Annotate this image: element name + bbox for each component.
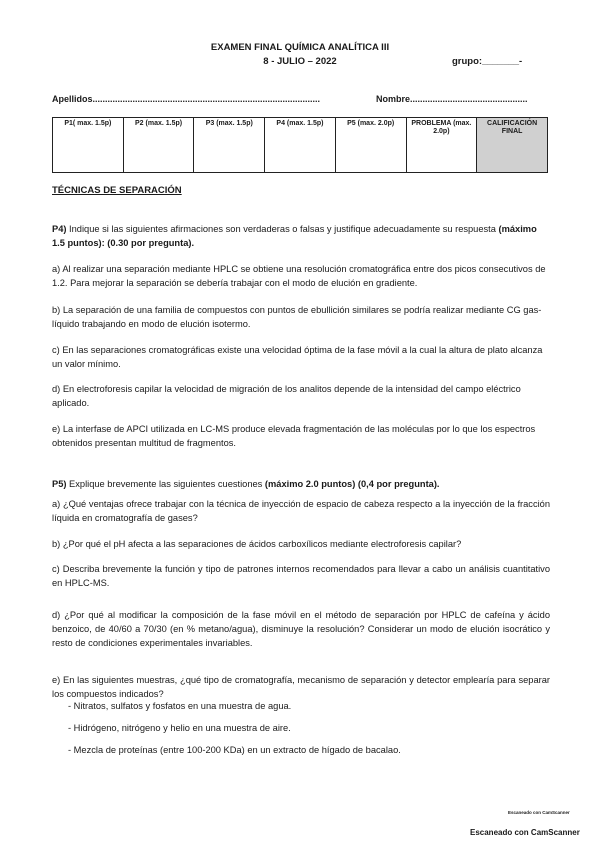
exam-date: 8 - JULIO – 2022	[263, 56, 337, 67]
grade-cell-problema: PROBLEMA (max. 2.0p)	[406, 118, 477, 173]
grade-cell-p5: P5 (max. 2.0p)	[335, 118, 406, 173]
p5-intro	[52, 477, 550, 491]
p4-intro	[52, 222, 550, 250]
p4-question-a: a) Al realizar una separación mediante HPLC se obtiene una resolución cromatográfica entre dos picos consecutivos de 1.2. Para mejorar la separación se debería trabajar con el modo de elución en gradiente.	[52, 264, 546, 288]
p5-label: P5)	[52, 479, 67, 489]
grade-cell-p3: P3 (max. 1.5p)	[194, 118, 265, 173]
p5-question-c: c) Describa brevemente la función y tipo de patrones internos recomendados para llevar a cabo un análisis cuantitativo en HPLC-MS.	[52, 564, 550, 588]
group-field: grupo:_______-	[452, 56, 523, 67]
camscanner-watermark: Escaneado con CamScanner	[470, 828, 580, 837]
grade-cell-final: CALIFICACIÓN FINAL	[477, 118, 548, 173]
p4-question-b: b) La separación de una familia de compuestos con puntos de ebullición similares se podría realizar mediante CG gas-líquido trabajando en modo de elución isotermo.	[52, 305, 542, 329]
p5-question-b: b) ¿Por qué el pH afecta a las separaciones de ácidos carboxílicos mediante electroforesis capilar?	[52, 539, 462, 549]
p5-question-a: a) ¿Qué ventajas ofrece trabajar con la técnica de inyección de espacio de cabeza respecto a la inyección de la fracción líquida en cromatografía de gases?	[52, 499, 550, 523]
p5-points: (máximo 2.0 puntos) (0,4 por pregunta).	[264, 479, 440, 489]
p4-question-e: e) La interfase de APCI utilizada en LC-MS produce elevada fragmentación de las moléculas por lo que los espectros obtenidos presentan multitud de fragmentos.	[52, 424, 536, 448]
grade-cell-p1: P1( max. 1.5p)	[53, 118, 124, 173]
p4-intro-text: Indique si las siguientes afirmaciones son verdaderas o falsas y justifique adecuadamente su respuesta	[66, 224, 499, 234]
surname-field: Apellidos...........................................................................................	[52, 94, 321, 104]
grade-cell-p2: P2 (max. 1.5p)	[123, 118, 194, 173]
grade-cell-p4: P4 (max. 1.5p)	[265, 118, 336, 173]
p5-item-2: - Hidrógeno, nitrógeno y helio en una muestra de aire.	[68, 723, 291, 733]
p5-question-e: e) En las siguientes muestras, ¿qué tipo de cromatografía, mecanismo de separación y detector emplearía para separar los compuestos indicados?	[52, 675, 550, 699]
grades-table	[52, 117, 548, 173]
p4-points: (máximo 1.5 puntos): (0.30 por pregunta).	[52, 224, 537, 248]
section-title: TÉCNICAS DE SEPARACIÓN	[52, 185, 182, 196]
exam-title: EXAMEN FINAL QUÍMICA ANALÍTICA III	[210, 42, 390, 53]
p5-question-d: d) ¿Por qué al modificar la composición de la fase móvil en el método de separación por HPLC de cafeína y ácido benzoico, de 40/60 a 70/30 (en % metano/agua), disminuye la resolución? Considerar un modo de elución isocrático y resto de condiciones experimentales invariables.	[52, 610, 550, 648]
p5-item-3: - Mezcla de proteínas (entre 100-200 KDa) en un extracto de hígado de bacalao.	[68, 745, 401, 755]
p4-label: P4)	[52, 224, 67, 234]
p4-question-d: d) En electroforesis capilar la velocidad de migración de los analitos depende de la intensidad del campo eléctrico aplicado.	[52, 384, 521, 408]
camscanner-watermark-small: Escaneado con CamScanner	[508, 810, 570, 815]
name-field: Nombre...............................................	[376, 94, 528, 104]
p4-question-c: c) En las separaciones cromatográficas existe una velocidad óptima de la fase móvil a la cual la altura de plato alcanza un valor mínimo.	[52, 345, 543, 369]
p5-item-1: - Nitratos, sulfatos y fosfatos en una muestra de agua.	[68, 701, 292, 711]
p5-intro-text: Explique brevemente las siguientes cuestiones	[66, 479, 265, 489]
